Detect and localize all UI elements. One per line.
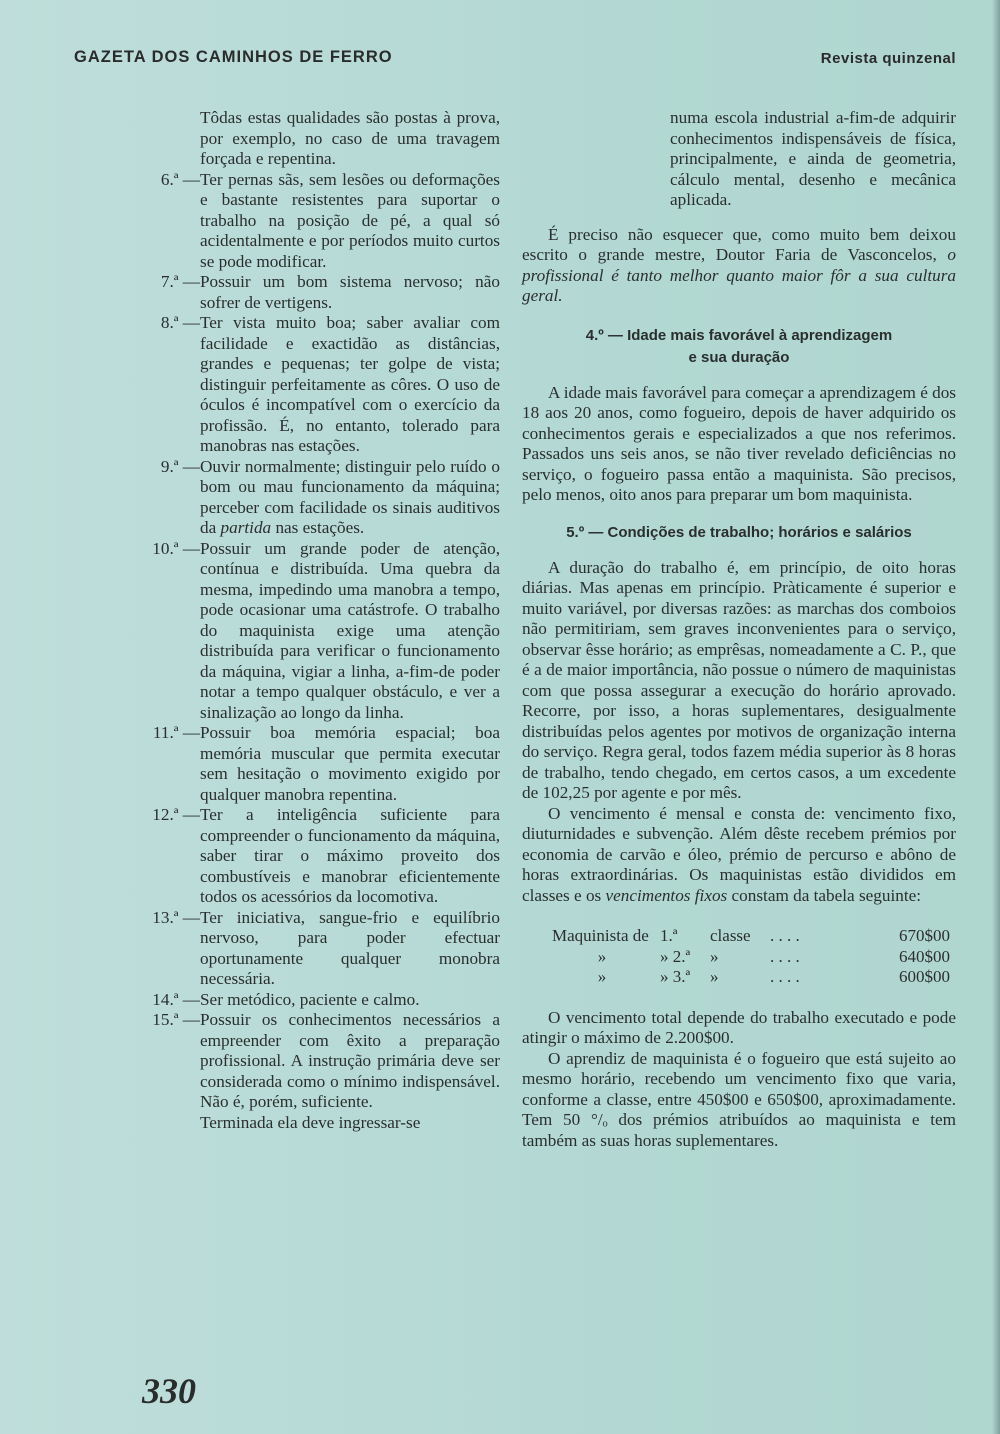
journal-subtitle: Revista quinzenal: [820, 50, 956, 67]
item-number: 9.ª —: [160, 456, 200, 476]
table-row: [552, 947, 950, 968]
item-text: Ter vista muito boa; saber avaliar com facilidade e exactidão as distâncias, grandes e pequenas; ter golpe de vista; distinguir perfeitamente as côres. O uso de óculos é incompatível com o exercício da profissão. É, no entanto, tolerado para manobras nas estações.: [200, 313, 500, 455]
closing-line: Terminada ela deve ingressar-se: [200, 1112, 421, 1132]
list-item: [142, 908, 500, 990]
paragraph-text: constam da tabela seguinte:: [727, 885, 922, 905]
item-number: 7.ª —: [160, 272, 200, 291]
list-item: [142, 313, 500, 457]
list-item: [142, 539, 500, 724]
item-text: Possuir boa memória espacial; boa memória muscular que permita executar sem hesitação o movimento exigido por qualquer manobra repentina.: [200, 723, 500, 804]
table-cell: » 3.ª: [660, 967, 691, 986]
section-5-paragraph-3: O vencimento total depende do trabalho executado e pode atingir o máximo de 2.200$00.: [522, 1007, 956, 1047]
item-text: Possuir um bom sistema nervoso; não sofrer de vertigens.: [200, 272, 500, 312]
table-cell: . . . .: [770, 946, 800, 966]
salary-table: [552, 926, 950, 988]
item-number: 14.ª —: [152, 989, 200, 1009]
table-cell: 670$00: [899, 926, 950, 945]
list-item: [142, 170, 500, 273]
page-edge-shadow: [992, 0, 1000, 1434]
section-4-heading-line-2: e sua duração: [688, 348, 790, 366]
section-5-paragraph-4: O aprendiz de maquinista é o fogueiro que está sujeito ao mesmo horário, recebendo um vencimento fixo que varia, conforme a classe, entre 450$00 e 650$00, aproximadamente. Tem 50 °/ₒ dos prémios atribuídos ao maquinista e tem também as suas horas suplementares.: [522, 1048, 956, 1150]
list-item: [142, 990, 500, 1011]
section-5-paragraph-2: [522, 804, 956, 907]
table-row: [552, 967, 950, 988]
list-item: [142, 272, 500, 313]
list-item: [142, 457, 500, 539]
journal-title: GAZETA DOS CAMINHOS DE FERRO: [74, 48, 393, 66]
table-cell: 640$00: [899, 946, 950, 966]
item-text-part: Ouvir normalmente; distinguir pelo ruído o bom ou mau funcionamento da máquina; perceber com facilidade os sinais auditivos da: [200, 456, 500, 537]
section-4-heading: [522, 325, 956, 369]
page-number: 330: [142, 1371, 196, 1411]
table-cell: »: [597, 967, 607, 986]
item-text-part: nas estações.: [271, 518, 365, 537]
list-item: [142, 805, 500, 908]
item-text: [200, 457, 500, 539]
table-cell: 1.ª: [660, 926, 678, 945]
section-4-text: A idade mais favorável para começar a aprendizagem é dos 18 aos 20 anos, como fogueiro, depois de haver adquirido os conhecimentos gerais e especializados a que nos referimos. Passados uns seis anos, se não tiver revelado deficiências no serviço, o fogueiro passa então a maquinista. São precisos, pelo menos, oito anos para preparar um bom maquinista.: [522, 382, 957, 504]
section-4-heading-line-1: 4.º — Idade mais favorável à aprendizagem: [585, 326, 893, 344]
quote-paragraph: [522, 225, 956, 307]
item-text: Possuir um grande poder de atenção, contínua e distribuída. Uma quebra da mesma, impedindo uma manobra a tempo, pode ocasionar uma catástrofe. O trabalho do maquinista exige uma atenção distribuída para verificar o funcionamento da máquina, vigiar a linha, a-fim-de poder notar a tempo qualquer obstáculo, e ver a sinalização ao longo da linha.: [200, 538, 500, 722]
item-text: Ter iniciativa, sangue-frio e equilíbrio nervoso, para poder efectuar oportunamente qualquer monobra necessária.: [200, 907, 500, 988]
page-header: [74, 48, 956, 74]
table-cell: . . . .: [770, 967, 800, 986]
item-text: Ter a inteligência suficiente para compreender o funcionamento da máquina, saber tirar o máximo proveito dos combustíveis e manobrar eficientemente todos os acessórios da locomotiva.: [200, 805, 500, 906]
paragraph-text: O vencimento é mensal e consta de: vencimento fixo, diuturnidades e subvenção. Além dêste recebem prémios por economia de carvão e óleo, prémio de percurso e abôno de horas extraordinárias. Os maquinistas estão divididos em classes e os: [522, 803, 956, 905]
item-text: Ter pernas sãs, sem lesões ou deformações e bastante resistentes para suportar o trabalho na posição de pé, a qual só acidentalmente e por períodos muito curtos se pode modificar.: [200, 169, 500, 271]
item-number: 11.ª —: [152, 723, 200, 742]
paragraph-italic: vencimentos fixos: [605, 885, 728, 905]
list-item: [142, 1010, 500, 1113]
intro-paragraph: Tôdas estas qualidades são postas à prova, por exemplo, no caso de uma travagem forçada e repentina.: [200, 108, 500, 168]
item-number: 12.ª —: [152, 805, 200, 824]
table-cell: »: [710, 967, 719, 986]
quote-text: É preciso não esquecer que, como muito bem deixou escrito o grande mestre, Doutor Faria de Vasconcelos,: [522, 224, 956, 264]
table-cell: 600$00: [899, 967, 950, 986]
item-text-italic: partida: [220, 518, 272, 537]
item-text: Possuir os conhecimentos necessários a empreender com êxito a preparação profissional. A instrução primária deve ser considerada como o mínimo indispensável. Não é, porém, suficiente.: [200, 1010, 500, 1111]
table-cell: » 2.ª: [660, 946, 691, 966]
left-column: [142, 108, 500, 1133]
item-number: 6.ª —: [160, 169, 200, 189]
table-cell: »: [710, 946, 719, 966]
continuation-paragraph: numa escola industrial a-fim-de adquirir conhecimentos indispensáveis de física, principalmente, e ainda de geometria, cálculo mental, desenho e mecânica aplicada.: [670, 108, 956, 209]
quote-italic: o profissional é tanto melhor quanto maior fôr a sua cultura geral.: [522, 245, 956, 305]
table-cell: classe: [710, 926, 751, 945]
item-number: 15.ª —: [152, 1010, 200, 1029]
table-row: [552, 926, 950, 947]
list-item: [142, 723, 500, 805]
table-cell: »: [597, 946, 607, 966]
item-text: Ser metódico, paciente e calmo.: [200, 989, 420, 1009]
item-number: 13.ª —: [152, 907, 200, 927]
right-column: [522, 108, 956, 1151]
section-5-paragraph-1: A duração do trabalho é, em princípio, de oito horas diárias. Mas apenas em princípio. Pràticamente é superior e muito variável, por diversas razões: as marchas dos comboios não permitiriam, sem graves inconvenientes para o serviço, observar êsse horário; as emprêsas, nomeadamente a C. P., que é a de maior importância, não possue o número de maquinistas com que possa assegurar a execução do horário aprovado. Recorre, por isso, a horas suplementares, desigualmente distribuídas pelos agentes por motivos de organização interna do serviço. Regra geral, todos fazem média superior às 8 horas de trabalho, tendo chegado, em certos casos, a um excedente de 102,25 por agente e por mês.: [522, 557, 956, 802]
table-cell: . . . .: [770, 926, 800, 945]
table-cell: Maquinista de: [552, 926, 649, 945]
item-number: 10.ª —: [152, 538, 200, 558]
section-5-heading: 5.º — Condições de trabalho; horários e salários: [566, 523, 912, 541]
item-number: 8.ª —: [160, 313, 200, 332]
